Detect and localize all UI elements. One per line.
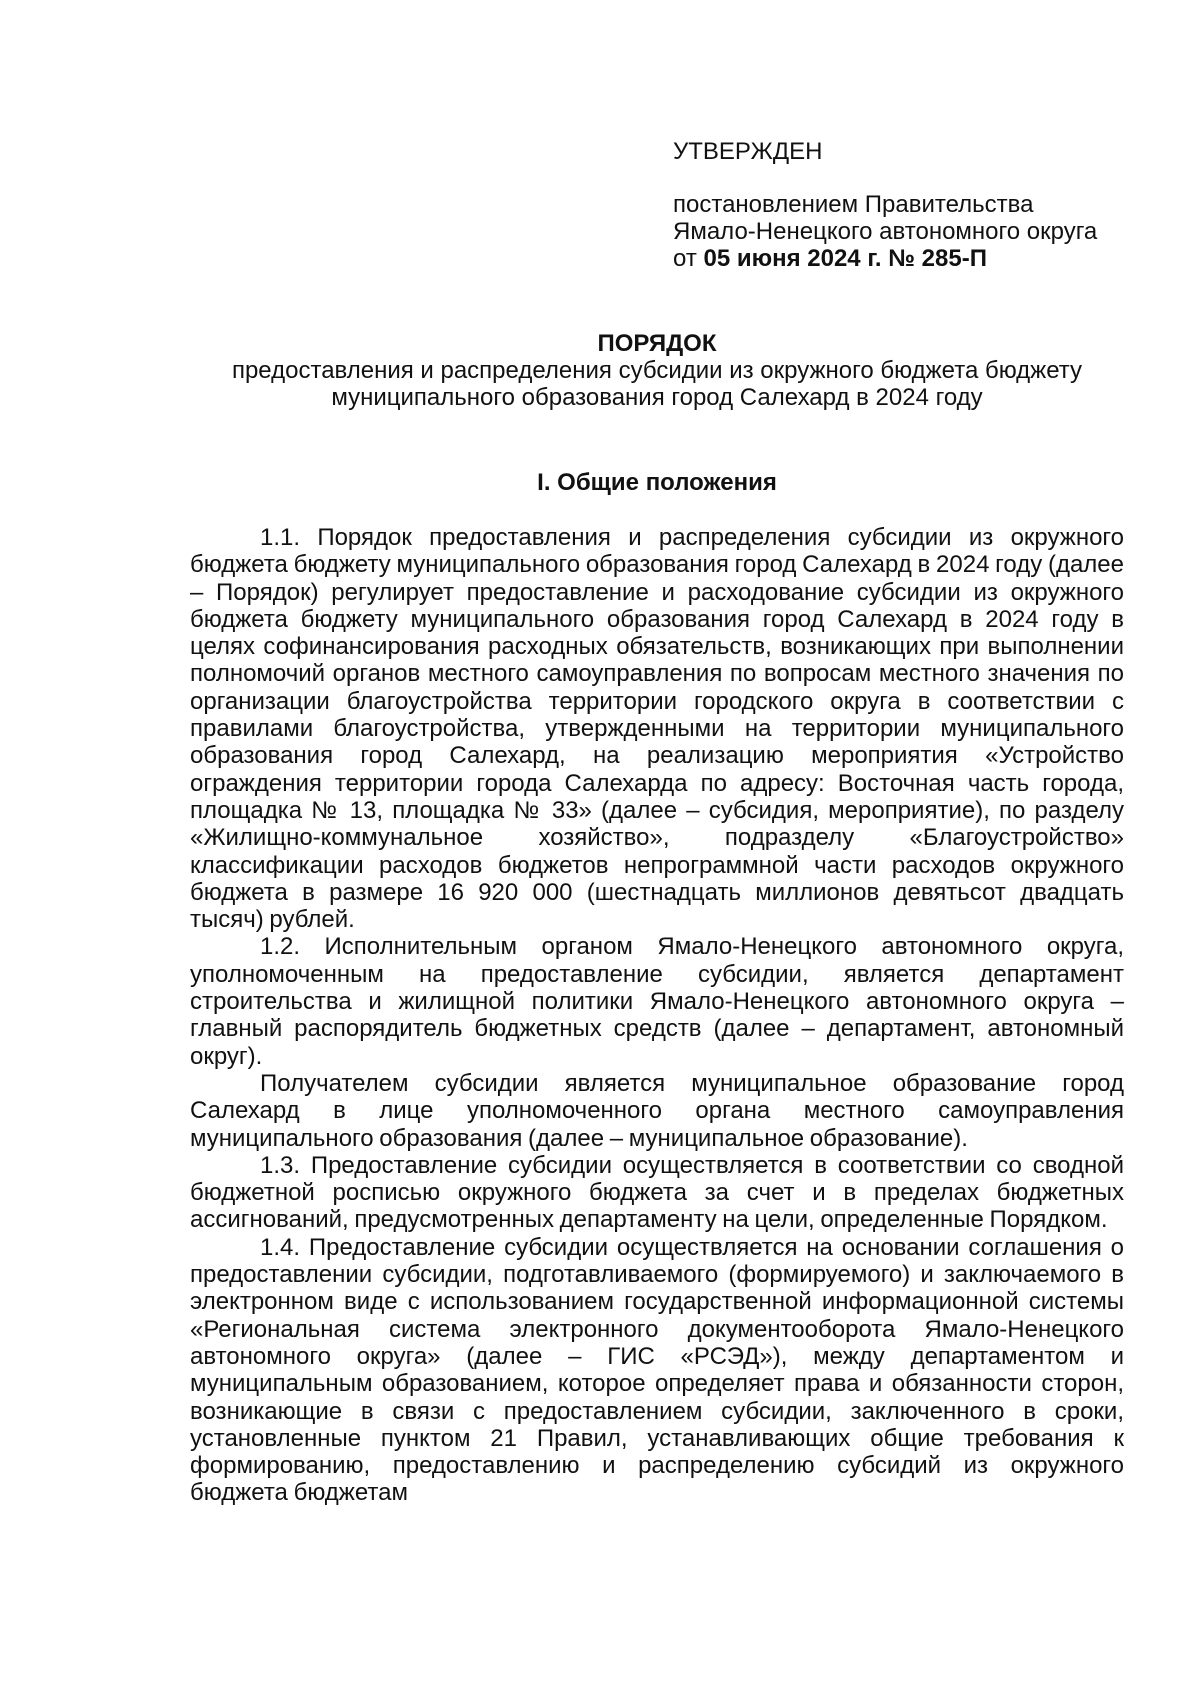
document-body	[190, 524, 1124, 1507]
paragraph-1-2: 1.2. Исполнительным органом Ямало-Ненецкого автономного округа, уполномоченным на предоставление субсидии, является департамент строительства и жилищной политики Ямало-Ненецкого автономного округа – главный распорядитель бюджетных средств (далее – департамент, автономный округ).	[190, 933, 1124, 1070]
approval-block	[673, 138, 1143, 272]
document-title-block	[190, 330, 1124, 411]
paragraph-recipient: Получателем субсидии является муниципальное образование город Салехард в лице уполномоченного органа местного самоуправления муниципального образования (далее – муниципальное образование).	[190, 1069, 1124, 1152]
paragraph-1-3: 1.3. Предоставление субсидии осуществляется в соответствии со сводной бюджетной росписью окружного бюджета за счет и в пределах бюджетных ассигнований, предусмотренных департаменту на цели, определенные Порядком.	[190, 1151, 1124, 1234]
paragraph-1-1: 1.1. Порядок предоставления и распределения субсидии из окружного бюджета бюджету муниципального образования город Салехард в 2024 году (далее – Порядок) регулирует предоставление и расходование субсидии из окружного бюджета бюджету муниципального образования город Салехард в 2024 году в целях софинансирования расходных обязательств, возникающих при выполнении полномочий органов местного самоуправления по вопросам местного значения по организации благоустройства территории городского округа в соответствии с правилами благоустройства, утвержденными на территории муниципального образования город Салехард, на реализацию мероприятия «Устройство ограждения территории города Салехарда по адресу: Восточная часть города, площадка № 13, площадка № 33» (далее – субсидия, мероприятие), по разделу «Жилищно-коммунальное хозяйство», подразделу «Благоустройство» классификации расходов бюджетов непрограммной части расходов окружного бюджета в размере 16 920 000 (шестнадцать миллионов девятьсот двадцать тысяч) рублей.	[190, 524, 1124, 934]
approval-date-prefix: от	[673, 245, 697, 272]
document-subtitle-line-2: муниципального образования город Салехард в 2024 году	[331, 384, 983, 411]
approval-line-1: постановлением Правительства	[673, 191, 1034, 218]
paragraph-1-4: 1.4. Предоставление субсидии осуществляется на основании соглашения о предоставлении субсидии, подготавливаемого (формируемого) и заключаемого в электронном виде с использованием государственной информационной системы «Региональная система электронного документооборота Ямало-Ненецкого автономного округа» (далее – ГИС «РСЭД»), между департаментом и муниципальным образованием, которое определяет права и обязанности сторон, возникающие в связи с предоставлением субсидии, заключенного в сроки, установленные пунктом 21 Правил, устанавливающих общие требования к формированию, предоставлению и распределению субсидий из окружного бюджета бюджетам	[190, 1233, 1124, 1507]
approval-date-line	[673, 245, 1143, 272]
document-title: ПОРЯДОК	[597, 330, 717, 357]
section-heading: I. Общие положения	[537, 469, 777, 496]
approval-number: 05 июня 2024 г. № 285-П	[703, 245, 987, 272]
approval-line-2: Ямало-Ненецкого автономного округа	[673, 218, 1098, 245]
document-subtitle-line-1: предоставления и распределения субсидии из окружного бюджета бюджету	[231, 357, 1083, 384]
approval-stamp: УТВЕРЖДЕН	[673, 138, 823, 165]
